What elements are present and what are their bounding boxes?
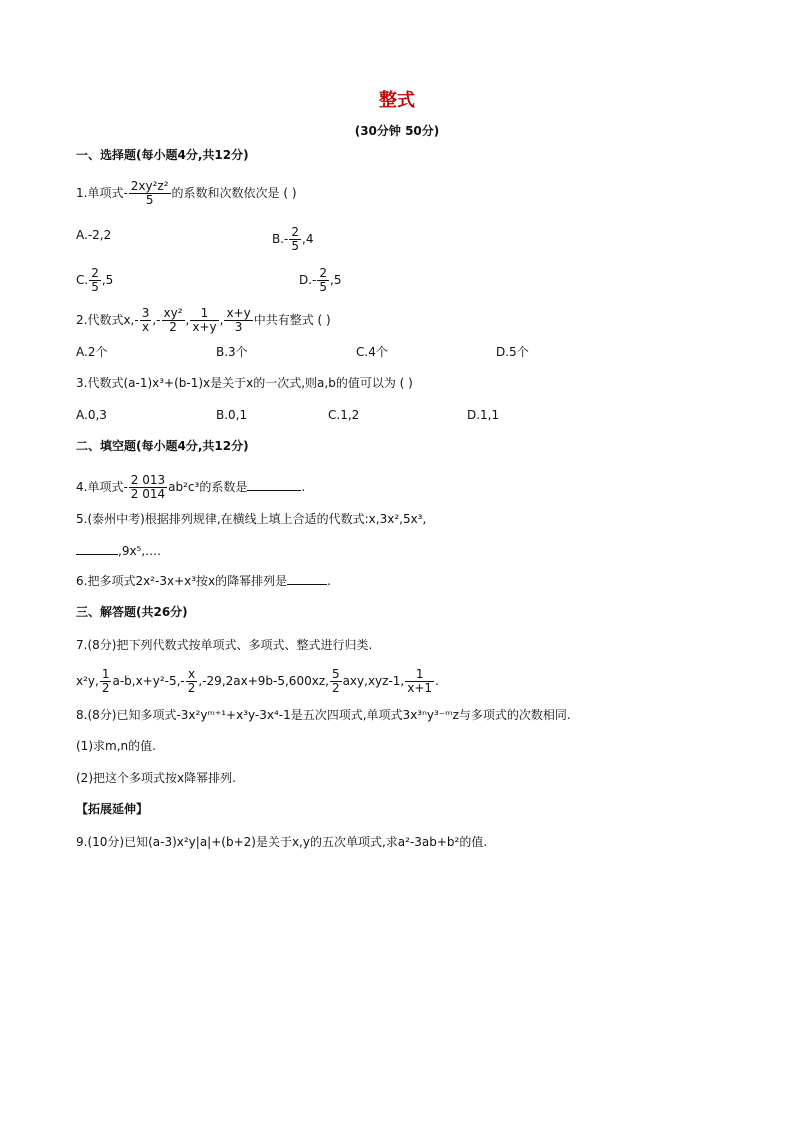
option-c: C. $\frac{2}{5}$ ,5 <box>76 266 114 294</box>
option-a: A.-2,2 <box>76 228 112 242</box>
answer-blank[interactable] <box>247 479 301 491</box>
option-b: B.3个 <box>216 345 248 359</box>
question-8: 8.(8分)已知多项式-3x²yᵐ⁺¹+x³y-3x⁴-1是五次四项式,单项式3x³ⁿy³⁻ᵐz与多项式的次数相同. <box>76 708 571 722</box>
option-c: C.1,2 <box>328 408 360 422</box>
question-7-items: x²y, $\frac{1}{2}$ a-b,x+y²-5,- $\frac{x}{2}$ ,-29,2ax+9b-5,600xz, $\frac{5}{2}$ axy,xyz-1, $\frac{1}{x+1}$ . <box>76 667 439 695</box>
option-a: A.2个 <box>76 345 108 359</box>
answer-blank[interactable] <box>287 573 327 585</box>
section-heading-fill: 二、填空题(每小题4分,共12分) <box>76 439 249 453</box>
section-heading-solve: 三、解答题(共26分) <box>76 605 188 619</box>
question-3: 3.代数式(a-1)x³+(b-1)x是关于x的一次式,则a,b的值可以为 ( ) <box>76 376 413 390</box>
section-heading-choice: 一、选择题(每小题4分,共12分) <box>76 148 249 162</box>
question-7: 7.(8分)把下列代数式按单项式、多项式、整式进行归类. <box>76 638 373 652</box>
extension-heading: 【拓展延伸】 <box>76 802 149 816</box>
option-d: D.1,1 <box>467 408 500 422</box>
option-d: D.- $\frac{2}{5}$ ,5 <box>299 266 342 294</box>
option-a: A.0,3 <box>76 408 107 422</box>
question-5-line2: ,9x⁵,…. <box>76 543 161 559</box>
option-d: D.5个 <box>496 345 529 359</box>
page-title: 整式 <box>379 90 415 111</box>
option-c: C.4个 <box>356 345 388 359</box>
answer-blank[interactable] <box>76 543 118 555</box>
fraction: $\frac{\text{2xy²z²}}{5}$ <box>130 179 169 207</box>
question-9: 9.(10分)已知(a-3)x²y|a|+(b+2)是关于x,y的五次单项式,求a²-3ab+b²的值. <box>76 835 488 849</box>
question-4: 4.单项式- $\frac{2 013}{2 014}$ ab²c³的系数是 . <box>76 473 306 501</box>
question-8-part-2: (2)把这个多项式按x降幂排列. <box>76 771 236 785</box>
option-b: B.- $\frac{2}{5}$ ,4 <box>272 225 314 253</box>
question-2: 2.代数式x,- $\frac{3}{x}$ ,- $\frac{\text{xy²}}{2}$ , $\frac{1}{x+y}$ , $\frac{x+y}{3}$ 中共有整式 ( ) <box>76 306 331 334</box>
option-b: B.0,1 <box>216 408 248 422</box>
question-5: 5.(泰州中考)根据排列规律,在横线上填上合适的代数式:x,3x²,5x³, <box>76 512 427 526</box>
page-subtitle: (30分钟 50分) <box>354 124 440 138</box>
question-1: 1.单项式- $\frac{\text{2xy²z²}}{5}$ 的系数和次数依次是 ( ) <box>76 179 297 207</box>
question-6: 6.把多项式2x²-3x+x³按x的降幂排列是 . <box>76 574 331 588</box>
question-8-part-1: (1)求m,n的值. <box>76 739 156 753</box>
